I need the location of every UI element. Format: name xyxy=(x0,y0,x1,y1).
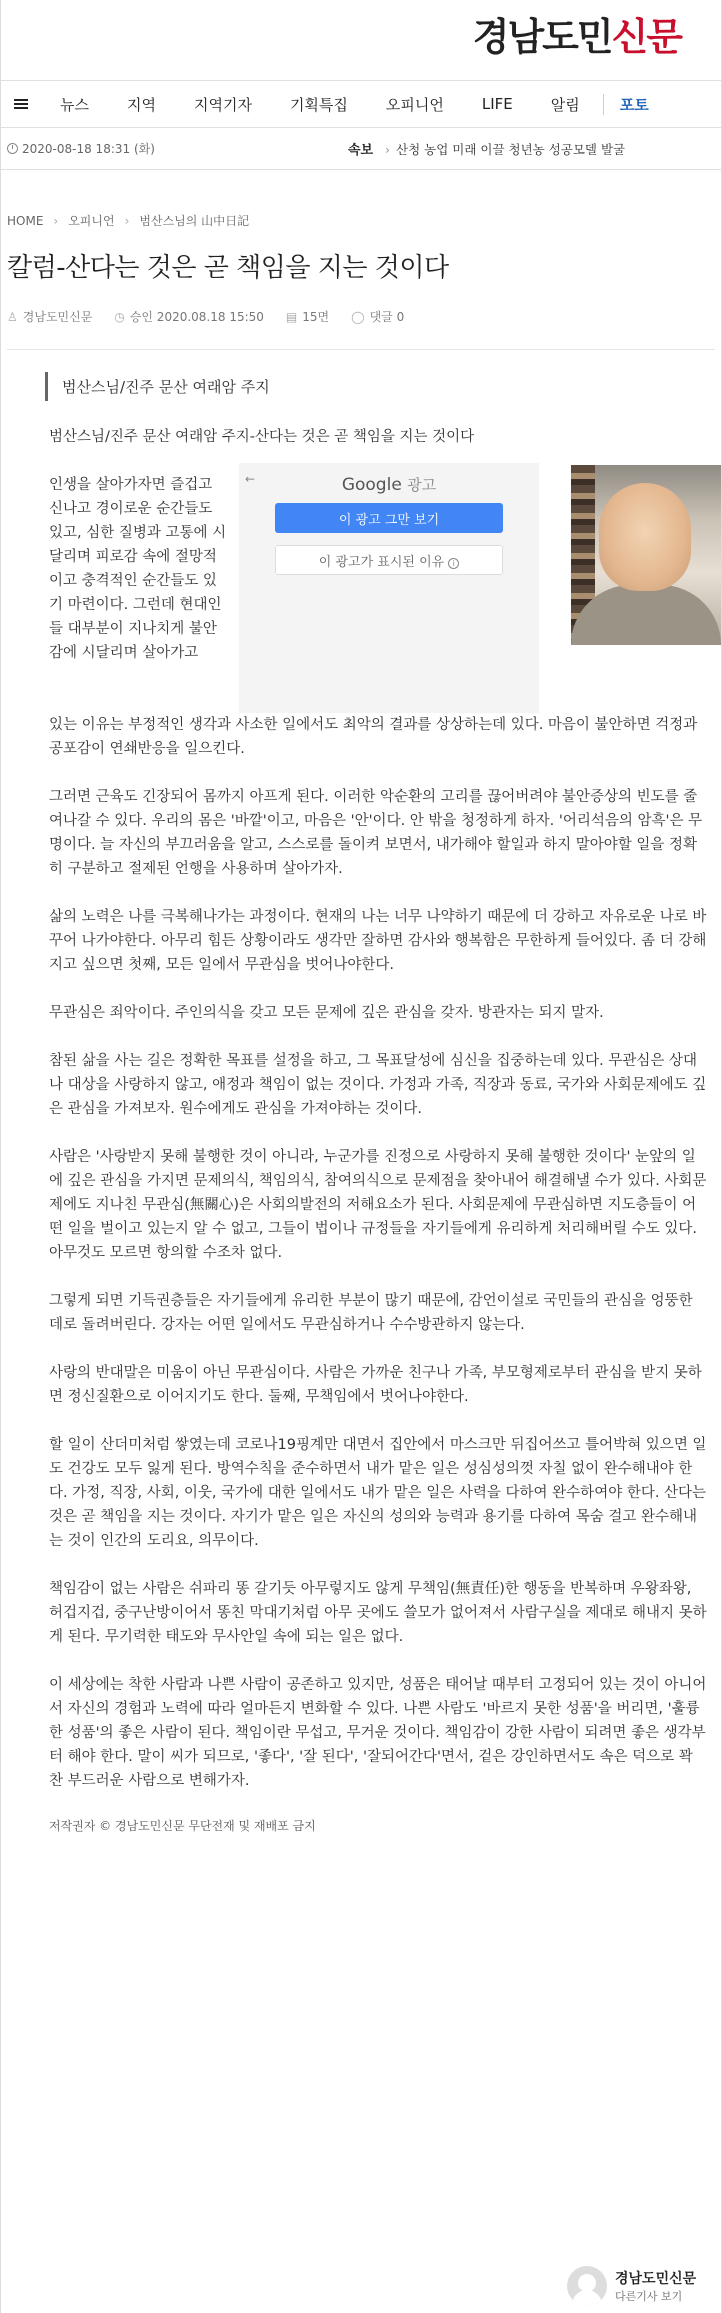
page-number: 15면 xyxy=(302,310,330,324)
more-articles-link[interactable]: 다른기사 보기 xyxy=(615,2290,683,2303)
breadcrumb-section[interactable]: 범산스님의 山中日記 xyxy=(139,214,250,228)
article-headline: 칼럼-산다는 것은 곧 책임을 지는 것이다 xyxy=(7,253,449,283)
author-name: 경남도민신문 xyxy=(22,310,93,324)
breaking-label: 속보 xyxy=(348,143,374,158)
why-ad-button[interactable]: 이 광고가 표시된 이유 i xyxy=(275,545,503,575)
news-ticker xyxy=(1,128,721,170)
article-paragraph: 사람은 '사랑받지 못해 불행한 것이 아니라, 누군가를 진정으로 사랑하지 못해 불행한 것이다' 눈앞의 일에 깊은 관심을 가지면 문제의식, 책임의식, 참여의식으로 문제점을 찾아내어 해결해낼 수가 있다. 사회문제에도 지나친 무관심(無關心)은 사회의발전의 저해요소가 된다. 사회문제에 무관심하면 지도층들이 어떤 일을 벌이고 있는지 알 수 없고, 그들이 법이나 규정들을 자기들에게 유리하게 처리해버릴 수도 있다. 아무것도 모르면 항의할 수조차 없다. xyxy=(49,1149,707,1261)
nav-item-features[interactable]: 기획특집 xyxy=(289,95,348,114)
clock-icon xyxy=(7,143,18,154)
nav-item-region[interactable]: 지역 xyxy=(126,95,156,114)
article-meta xyxy=(7,308,715,350)
nav-item-reporters[interactable]: 지역기자 xyxy=(193,95,252,114)
article-intro: 범산스님/진주 문산 여래암 주지-산다는 것은 곧 책임을 지는 것이다 xyxy=(49,429,475,445)
stop-ad-button[interactable]: 이 광고 그만 보기 xyxy=(275,503,503,533)
article-paragraph: 사랑의 반대말은 미움이 아닌 무관심이다. 사람은 가까운 친구나 가족, 부모형제로부터 관심을 받지 못하면 정신질환으로 이어지기도 한다. 둘째, 무책임에서 벗어나야한다. xyxy=(49,1365,702,1405)
approved-date: 승인 2020.08.18 15:50 xyxy=(129,310,264,324)
article-paragraph: 책임감이 없는 사람은 쉬파리 똥 갈기듯 아무렇지도 않게 무책임(無責任)한 행동을 반복하며 우왕좌왕, 허겁지겁, 중구난방이어서 똥친 막대기처럼 아무 곳에도 쓸모가 없어져서 사람구실을 제대로 해내지 못하게 된다. 무기력한 태도와 무사안일 속에 되는 일은 없다. xyxy=(49,1581,707,1645)
hamburger-menu-icon[interactable] xyxy=(1,103,41,105)
article-body xyxy=(49,425,709,1793)
comment-icon: ◯ xyxy=(351,309,365,324)
google-ad-box xyxy=(239,463,539,713)
breadcrumb xyxy=(1,212,721,229)
article-paragraph: 이 세상에는 착한 사람과 나쁜 사람이 공존하고 있지만, 성품은 태어날 때부터 고정되어 있는 것이 아니어서 자신의 경험과 노력에 따라 얼마든지 변화할 수 있다. 나쁜 사람도 '바르지 못한 성품'을 버리면, '훌륭한 성품'의 좋은 사람이 된다. 책임이란 무섭고, 무거운 것이다. 책임감이 강한 사람이 되려면 좋은 생각부터 해야 한다. 말이 씨가 되므로, '좋다', '잘 된다', '잘되어간다'면서, 겉은 강인하면서도 속은 덕으로 꽉 찬 부드러운 사람으로 변해가자. xyxy=(49,1677,707,1789)
page-icon: ▤ xyxy=(285,309,298,324)
nav-item-photo[interactable]: 포토 xyxy=(603,94,668,115)
nav-item-life[interactable]: LIFE xyxy=(481,95,513,113)
article-paragraph: 있는 이유는 부정적인 생각과 사소한 일에서도 최악의 결과를 상상하는데 있다. 마음이 불안하면 걱정과 공포감이 연쇄반응을 일으킨다. xyxy=(49,717,698,757)
author-photo xyxy=(571,465,721,645)
copyright-notice: 저작권자 © 경남도민신문 무단전재 및 재배포 금지 xyxy=(49,1819,316,1833)
chevron-right-icon: › xyxy=(53,213,59,228)
main-nav xyxy=(1,80,721,128)
chevron-right-icon: › xyxy=(124,213,130,228)
reporter-card[interactable] xyxy=(567,2266,696,2306)
article-paragraph: 그렇게 되면 기득권층들은 자기들에게 유리한 부분이 많기 때문에, 감언이설로 국민들의 관심을 엉뚱한 데로 돌려버린다. 강자는 어떤 일에서도 무관심하거나 수수방관하지 않는다. xyxy=(49,1293,693,1333)
google-ad-heading: Google 광고 xyxy=(341,475,437,495)
info-icon: i xyxy=(448,558,459,569)
clock-icon: ◷ xyxy=(114,309,125,324)
breaking-headline-link[interactable]: › 산청 농업 미래 이끌 청년농 성공모델 발굴 xyxy=(385,140,625,158)
article-paragraph: 무관심은 죄악이다. 주인의식을 갖고 모든 문제에 깊은 관심을 갖자. 방관자는 되지 말자. xyxy=(49,1005,604,1021)
article-paragraph: 할 일이 산더미처럼 쌓였는데 코로나19핑계만 대면서 집안에서 마스크만 뒤집어쓰고 틀어박혀 있으면 일도 건강도 모두 잃게 된다. 방역수칙을 준수하면서 내가 맡은 일은 성심성의껏 자칠 없이 완수해내야 한다. 가정, 직장, 사회, 이웃, 국가에 대한 일에서도 내가 맡은 일은 사력을 다하여 완수하여야 한다. 산다는 것은 곧 책임을 지는 것이다. 자기가 맡은 일은 자신의 성의와 능력과 용기를 다하여 목숨 걸고 완수해내는 것이 인간의 도리요, 의무이다. xyxy=(49,1437,707,1549)
logo-bar xyxy=(1,0,721,80)
current-date: 2020-08-18 18:31 (화) xyxy=(7,140,155,157)
nav-item-opinion[interactable]: 오피니언 xyxy=(385,95,444,114)
article-paragraph: 인생을 살아가자면 즐겁고 신나고 경이로운 순간들도 있고, 심한 질병과 고통에 시달리며 피로감 속에 절망적이고 충격적인 순간들도 있기 마련이다. 그런데 현대인들 대부분이 지나치게 불안감에 시달리며 살아가고 xyxy=(49,477,227,661)
avatar xyxy=(567,2266,607,2306)
comment-count[interactable]: 댓글 0 xyxy=(369,310,405,324)
article-paragraph: 그러면 근육도 긴장되어 몸까지 아프게 된다. 이러한 악순환의 고리를 끊어버려야 불안증상의 빈도를 줄여나갈 수 있다. 우리의 몸은 '바깥'이고, 마음은 '안'이다. 안 밖을 청정하게 하자. '어리석음의 암흑'은 무명이다. 늘 자신의 부끄러움을 알고, 스스로를 돌이켜 보면서, 내가해야 할일과 하지 말아야할 일을 정확히 구분하고 절제된 언행을 사용하며 살아가자. xyxy=(49,789,703,877)
article-paragraph: 참된 삶을 사는 길은 정확한 목표를 설정을 하고, 그 목표달성에 심신을 집중하는데 있다. 무관심은 상대나 대상을 사랑하지 않고, 애정과 책임이 없는 것이다. 가정과 가족, 직장과 동료, 국가와 사회문제에도 깊은 관심을 가져보자. 원수에게도 관심을 가져야하는 것이다. xyxy=(49,1053,707,1117)
breadcrumb-opinion[interactable]: 오피니언 xyxy=(68,214,115,228)
site-logo[interactable]: 경남도민신문 xyxy=(472,15,681,59)
article-paragraph: 삶의 노력은 나를 극복해나가는 과정이다. 현재의 나는 너무 나약하기 때문에 더 강하고 자유로운 나로 바꾸어 나가야한다. 아무리 힘든 상황이라도 생각만 잘하면 감사와 행복함은 무한하게 들어있다. 좀 더 강해지고 싶으면 첫째, 모든 일에서 무관심을 벗어나야한다. xyxy=(49,909,707,973)
article-subtitle: 범산스님/진주 문산 여래암 주지 xyxy=(45,372,515,401)
reporter-name: 경남도민신문 xyxy=(615,2271,697,2287)
back-arrow-icon[interactable]: ← xyxy=(245,472,256,486)
breadcrumb-home[interactable]: HOME xyxy=(7,213,44,228)
nav-item-news[interactable]: 뉴스 xyxy=(60,95,89,114)
nav-item-notice[interactable]: 알림 xyxy=(550,95,580,114)
user-icon: ♙ xyxy=(7,309,18,324)
